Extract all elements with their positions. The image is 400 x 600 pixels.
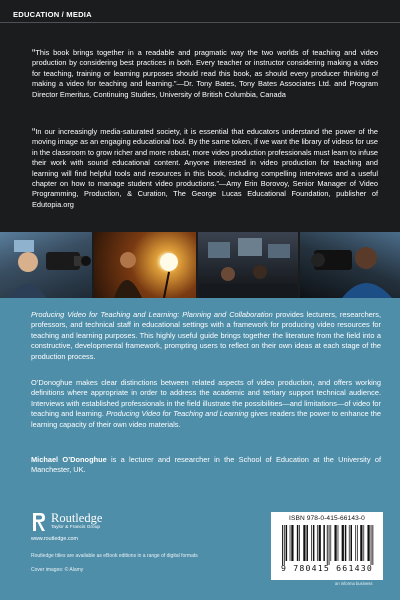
quote-text: In our increasingly media-saturated society, it is essential that educators understand the power of the moving image as an engaging educational tool. By the same token, if we want the library of videos for use in the classroom to grow richer and more robust, more video production professionals must learn to infuse their work with sound educational content. Anyone interested in video production for teaching and learning will find helpful tools and resources in this book, including compelling interviews and a useful chapter on how to manage student video productions.”—Amy Erin Borovoy, Senior Manager of Video Programming, Production, & Curation, The George Lucas Educational Foundation, publisher of Edutopia.org (32, 127, 378, 209)
routledge-r-icon (31, 511, 47, 533)
barcode-box (271, 512, 383, 580)
description-panel (0, 298, 400, 600)
ean-number: 9 780415 661430 (281, 563, 373, 573)
video-camera-crew-photo (0, 232, 92, 298)
quote-mark: “ (32, 48, 36, 59)
publisher-website: www.routledge.com (31, 536, 79, 542)
divider (0, 22, 400, 23)
author-name: Michael O’Donoghue (31, 455, 107, 464)
category-label: EDUCATION / MEDIA (13, 10, 92, 19)
publisher-name: Routledge (51, 511, 103, 525)
editing-suite-photo (196, 232, 298, 298)
cover-credit: Cover images: © Alamy (31, 567, 84, 573)
ebook-note: Routledge titles are available as eBook editions in a range of digital formats (31, 553, 198, 559)
quote-mark: “ (32, 127, 36, 138)
camera-operator-photo (298, 232, 400, 298)
description-paragraph-2: O’Donoghue makes clear distinctions between related aspects of video production, and offers working definitions where appropriate in order to address the academic and tertiary support technical audience. Interviews with established professionals in the field illustrate the possibilities—and limitations—of video for teaching and learning. Producing Video for Teaching and Learning gives readers the power to enhance the learning capacity of their own video materials. (31, 378, 381, 429)
quote-text: This book brings together in a readable and pragmatic way the two worlds of teaching and video production by considering best practices in both. Every teacher or instructor considering making a video for teaching, training or learning purposes should read this book, as should every producer thinking of making a video for teaching and learning.”—Dr. Tony Bates, Tony Bates Associates Ltd. and Program Director Emeritus, Continuing Studies, University of British Columbia, Canada (32, 48, 378, 99)
book-title: Producing Video for Teaching and Learning (106, 409, 249, 419)
photo-strip (0, 232, 400, 298)
publisher-group: Taylor & Francis Group (51, 525, 101, 530)
quotes-panel (0, 0, 400, 232)
barcode-icon (281, 525, 379, 565)
endorsement-quote-1 (32, 48, 378, 100)
isbn-label: ISBN 978-0-415-66143-0 (289, 515, 365, 522)
description-paragraph-1: Producing Video for Teaching and Learning: Planning and Collaboration provides lecturers, researchers, professors, and technical staff in educational settings with a framework for producing video resources for teaching and learning purposes. This highly useful guide brings together the literature from the field into a constructive, developmental framework, prompting users to reflect on their own ideas at each stage of the production process. (31, 310, 382, 361)
studio-lighting-photo (92, 232, 196, 298)
author-bio: Michael O’Donoghue is a lecturer and researcher in the School of Education at the University of Manchester, UK. (31, 455, 381, 475)
informa-label: an informa business (335, 581, 373, 586)
book-title: Producing Video for Teaching and Learning: Planning and Collaboration (31, 310, 273, 319)
endorsement-quote-2 (32, 127, 378, 210)
